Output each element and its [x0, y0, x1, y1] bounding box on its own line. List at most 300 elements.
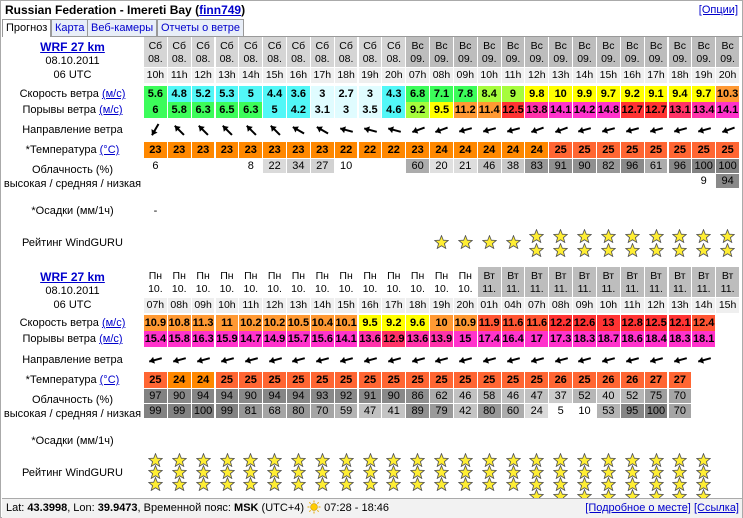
wind-arrow-icon [647, 351, 665, 369]
wind-speed-value: 8.4 [478, 86, 501, 102]
permalink-link[interactable]: [Ссылка] [693, 502, 739, 514]
temperature-value: 24 [478, 142, 501, 158]
gust-value: 6.3 [239, 102, 262, 118]
wind-arrow-cell [525, 119, 548, 141]
forecast-hour: 09h [573, 298, 596, 313]
forecast-day-header [573, 37, 596, 67]
wind-speed-value: 9.7 [692, 86, 715, 102]
wind-arrow-icon [432, 351, 450, 369]
day-name: Вс [506, 40, 520, 52]
cloud-high-value: 61 [645, 159, 668, 173]
cloud-high-value: 82 [597, 159, 620, 173]
cloud-mid-value [478, 174, 501, 188]
cloud-mid-value: 79 [430, 404, 453, 418]
gust-value: 18.3 [573, 333, 596, 345]
gust-value: 18.6 [621, 333, 643, 345]
forecast-hour: 07h [525, 298, 548, 313]
forecast-day-header [359, 267, 382, 297]
temperature-value: 23 [406, 142, 429, 158]
forecast-hour: 12h [525, 68, 548, 83]
direction-label-text: Направление ветра [22, 124, 123, 136]
cloud-high-value: 46 [478, 159, 501, 173]
cloud-high-value: 40 [597, 389, 620, 403]
forecast-hour: 14h [311, 298, 334, 313]
gusts-label-unit-link[interactable]: (м/с) [99, 104, 123, 116]
sun-icon [307, 500, 321, 514]
wind-speed-value: 9.8 [525, 86, 548, 102]
wind-arrow-cell [168, 119, 191, 141]
wind-speed-value: 12.4 [692, 317, 715, 329]
wind-arrow-cell [621, 349, 644, 371]
day-date: 08. [171, 53, 187, 65]
cloud-mid-value [168, 174, 191, 188]
forecast-hour: 12h [645, 298, 668, 313]
wind-speed-value: 9.2 [621, 86, 644, 102]
wind-arrow-icon [170, 351, 188, 369]
wind-arrow-icon [623, 121, 641, 139]
user-link[interactable]: finn749 [199, 3, 242, 17]
cloud-mid-value: 24 [525, 404, 548, 418]
wind-arrow-cell [359, 349, 382, 371]
cloud-mid-value [669, 174, 692, 188]
cloud-high-value: 92 [335, 389, 358, 403]
temperature-label-unit-link[interactable]: (°C) [99, 374, 120, 386]
forecast-hour: 19h [692, 68, 715, 83]
forecast-day-header [454, 37, 477, 67]
day-name: Вт [602, 270, 615, 282]
day-name: Вт [697, 270, 710, 282]
wind-speed-label-text: Скорость ветра [19, 317, 99, 329]
rating-star-icon [458, 235, 473, 249]
temperature-value: 25 [669, 142, 692, 158]
forecast-day-header [168, 37, 191, 67]
temperature-value: 27 [645, 372, 668, 388]
forecast-hour: 13h [549, 68, 572, 83]
temperature-value: 25 [573, 372, 596, 388]
wind-arrow-cell [454, 119, 477, 141]
day-date: 10. [457, 283, 473, 295]
wind-arrow-icon [480, 351, 498, 369]
forecast-day-header [573, 267, 596, 297]
day-name: Вс [411, 40, 424, 52]
gust-value: 14.1 [549, 104, 572, 116]
forecast-day-header [192, 37, 215, 67]
wind-arrow-icon [194, 351, 212, 369]
wind-arrow-cell [311, 349, 334, 371]
temperature-value: 25 [573, 142, 596, 158]
forecast-day-header [478, 37, 501, 67]
gust-value: 12.7 [621, 104, 643, 116]
day-name: Вс [483, 40, 496, 52]
forecast-day-header [239, 267, 262, 297]
rating-star-icon [672, 229, 687, 243]
wind-speed-value: 10.2 [263, 317, 286, 329]
rating-star-icon [601, 229, 616, 243]
gusts-label-text: Порывы ветра [22, 104, 97, 116]
wind-arrow-cell [192, 349, 215, 371]
day-date: 09. [553, 53, 568, 65]
temperature-value: 23 [239, 142, 262, 158]
tz-offset: (UTC+4) [261, 502, 305, 514]
wind-arrow-cell [478, 119, 501, 141]
wind-speed-value: 10.2 [240, 317, 262, 329]
wind-arrow-icon [456, 121, 474, 139]
day-date: 11. [696, 283, 711, 295]
wind-arrow-cell [239, 349, 262, 371]
gust-value: 12.5 [502, 104, 524, 116]
forecast-day-header [144, 267, 167, 297]
temperature-value: 25 [621, 142, 644, 158]
gust-value: 6.5 [216, 102, 239, 118]
wind-speed-value: 12.5 [645, 317, 667, 329]
day-date: 09. [505, 53, 521, 65]
model-name [2, 40, 143, 54]
model-init-date: 08.10.2011 [45, 285, 100, 297]
cloud-mid-value: 100 [192, 404, 215, 418]
wind-speed-value: 4.3 [382, 86, 405, 102]
gust-value: 18.1 [692, 333, 715, 345]
forecast-hour: 11h [239, 298, 262, 313]
temperature-value: 25 [645, 142, 668, 158]
forecast-hour: 01h [478, 298, 501, 313]
model-link[interactable]: WRF 27 km [40, 270, 105, 284]
spot-details-link[interactable]: [Подробное о месте] [585, 502, 691, 514]
forecast-day-header [549, 37, 572, 67]
wind-speed-value: 5.6 [144, 86, 167, 102]
gust-value: 18.3 [669, 333, 691, 345]
temperature-value: 25 [287, 372, 310, 388]
day-name: Сб [220, 40, 234, 52]
day-date: 09. [434, 53, 449, 65]
wind-speed-value: 12.8 [621, 317, 643, 329]
forecast-hour: 10h [597, 298, 620, 313]
temperature-value: 24 [454, 142, 477, 158]
rating-star-icon [696, 229, 711, 243]
day-name: Пн [410, 270, 425, 282]
gust-value: 14.1 [716, 104, 739, 116]
cloud-mid-value: 5 [549, 404, 572, 418]
cloud-mid-value: 94 [716, 174, 739, 188]
forecast-hour: 14h [239, 68, 262, 83]
cloud-mid-value: 70 [669, 404, 692, 418]
temperature-value: 22 [335, 142, 358, 158]
gust-value: 9.5 [430, 102, 453, 118]
forecast-day-header [478, 267, 501, 297]
day-name: Пн [196, 270, 210, 282]
temperature-value: 25 [311, 372, 334, 388]
forecast-hour: 08h [430, 68, 453, 83]
forecast-day-header [669, 37, 692, 67]
gust-value: 15.7 [287, 333, 310, 345]
wind-arrow-icon [242, 121, 260, 139]
rating-star-icon [720, 229, 735, 243]
temperature-value: 25 [525, 372, 548, 388]
forecast-hour: 12h [192, 68, 215, 83]
forecast-day-header [716, 37, 739, 67]
wind-arrow-icon [218, 351, 236, 369]
rating-star-icon [386, 477, 401, 491]
gust-value: 6 [144, 102, 167, 118]
gust-value: 11.4 [478, 104, 500, 116]
day-name: Сб [339, 40, 353, 52]
gust-value: 13.6 [359, 333, 381, 345]
cloud-high-value: 52 [621, 389, 644, 403]
temperature-value: 25 [478, 372, 501, 388]
day-name: Вт [721, 270, 734, 282]
rating-star-icon [220, 477, 235, 491]
gust-value: 14.2 [573, 104, 596, 116]
wind-speed-value: 11.9 [478, 317, 500, 329]
cloud-high-value: 22 [263, 159, 286, 173]
wind-arrow-icon [671, 351, 689, 369]
forecast-day-header [645, 267, 668, 297]
forecast-day-header [335, 37, 358, 67]
wind-speed-value: 9.7 [597, 86, 620, 102]
forecast-day-header [430, 37, 453, 67]
cloud-mid-value [406, 174, 429, 188]
forecast-day-header [645, 37, 668, 67]
gust-value: 13.8 [526, 104, 548, 116]
clouds-label [2, 163, 143, 193]
forecast-day-header [621, 267, 644, 297]
day-date: 10. [386, 283, 402, 295]
rating-star-icon [339, 477, 354, 491]
wind-arrow-icon [146, 121, 164, 139]
rating-star-icon [577, 243, 592, 257]
options-link[interactable]: [Опции] [698, 4, 738, 16]
forecast-day-header [359, 37, 382, 67]
precip-label [2, 433, 143, 449]
wind-arrow-cell [144, 119, 167, 141]
gust-value: 18.7 [597, 333, 620, 345]
rating-star-icon [363, 477, 378, 491]
cloud-high-value [168, 159, 191, 173]
wind-arrow-cell [216, 119, 239, 141]
gusts-label-unit-link[interactable]: (м/с) [99, 333, 123, 345]
wind-speed-label-unit-link[interactable]: (м/с) [101, 317, 126, 329]
temperature-value: 24 [525, 142, 548, 158]
day-date: 10. [171, 283, 187, 295]
wind-speed-value: 13 [597, 315, 620, 331]
forecast-day-header [263, 267, 286, 297]
forecast-day-header [216, 37, 239, 67]
wind-arrow-cell [406, 349, 429, 371]
wind-arrow-icon [599, 121, 617, 139]
wind-speed-label [2, 86, 143, 102]
temperature-value: 25 [597, 142, 620, 158]
cloud-high-value: 70 [669, 389, 692, 403]
day-name: Пн [267, 270, 282, 282]
day-name: Сб [291, 40, 306, 52]
forecast-day-header [335, 267, 358, 297]
forecast-hour: 09h [454, 68, 477, 83]
cloud-high-value: 94 [263, 389, 286, 403]
forecast-hour: 20h [716, 68, 739, 83]
forecast-hour: 12h [263, 298, 286, 313]
day-date: 10. [362, 283, 378, 295]
wind-speed-value: 10 [430, 315, 453, 331]
day-date: 10. [338, 283, 354, 295]
forecast-hour: 11h [168, 68, 191, 83]
temperature-label-unit-link[interactable]: (°C) [99, 144, 120, 156]
forecast-day-header [216, 267, 239, 297]
cloud-mid-value: 100 [645, 404, 668, 418]
forecast-hour: 15h [716, 298, 739, 313]
cloud-high-value: 91 [359, 389, 382, 403]
gust-value: 3.5 [359, 102, 382, 118]
gust-value: 13.4 [692, 104, 715, 116]
day-date: 08. [314, 53, 330, 65]
forecast-hour: 13h [216, 68, 239, 83]
wind-arrow-icon [409, 351, 427, 369]
precip-label-text: *Осадки (мм/1ч) [31, 205, 114, 217]
rating-star-icon [434, 477, 449, 491]
cloud-high-value [192, 159, 215, 173]
wind-speed-value: 9.2 [382, 315, 405, 331]
day-date: 08. [267, 53, 282, 65]
precip-label [2, 203, 143, 219]
wind-arrow-icon [242, 351, 260, 369]
forecast-hour: 10h [216, 298, 239, 313]
tab-forecast[interactable]: Прогноз [2, 19, 51, 37]
cloud-high-value: 90 [573, 159, 596, 173]
wind-speed-label-unit-link[interactable]: (м/с) [101, 88, 126, 100]
cloud-high-value: 91 [549, 159, 572, 173]
day-date: 09. [648, 53, 664, 65]
temperature-value: 24 [192, 372, 215, 388]
forecast-hour: 11h [502, 68, 525, 83]
wind-speed-value: 10.3 [716, 88, 739, 100]
day-name: Вс [697, 40, 710, 52]
day-date: 10. [148, 283, 163, 295]
wind-speed-value: 5.3 [216, 86, 239, 102]
forecast-day-header [287, 37, 310, 67]
day-date: 10. [195, 283, 211, 295]
wind-arrow-cell [168, 349, 191, 371]
day-date: 08. [338, 53, 354, 65]
gust-value: 3.1 [311, 102, 334, 118]
wind-speed-value: 7.8 [454, 86, 477, 102]
wind-arrow-icon [313, 351, 331, 369]
wind-arrow-icon [456, 351, 474, 369]
day-name: Вт [507, 270, 519, 282]
gust-value: 12.9 [383, 333, 405, 345]
tab-wind-reports[interactable]: Отчеты о ветре [157, 19, 244, 36]
cloud-high-value: 100 [716, 159, 739, 173]
temperature-value: 25 [382, 372, 405, 388]
wind-arrow-cell [692, 119, 715, 141]
wind-arrow-cell [669, 349, 692, 371]
model-init-utc: 06 UTC [53, 299, 92, 311]
rating-star-icon [458, 477, 473, 491]
forecast-day-header [192, 267, 215, 297]
wind-arrow-icon [575, 121, 593, 139]
wind-arrow-cell [716, 119, 739, 141]
gusts-label [2, 102, 143, 118]
forecast-hour: 15h [263, 68, 286, 83]
cloud-high-value: 83 [525, 159, 548, 173]
wind-arrow-cell [692, 349, 715, 371]
forecast-hour: 08h [549, 298, 572, 313]
cloud-mid-value: 41 [382, 404, 405, 418]
wind-arrow-icon [266, 121, 284, 139]
day-name: Вс [721, 40, 734, 52]
day-name: Вс [530, 40, 543, 52]
temperature-value: 25 [335, 372, 358, 388]
tab-map[interactable]: Карта [51, 19, 88, 36]
gust-value: 16.4 [502, 333, 524, 345]
cloud-mid-value [216, 174, 239, 188]
rating-star-icon [601, 243, 616, 257]
cloud-mid-value: 81 [239, 404, 262, 418]
temperature-value: 25 [144, 372, 167, 388]
cloud-high-value: 90 [239, 389, 262, 403]
wind-arrow-icon [170, 121, 188, 139]
rating-star-icon [506, 477, 521, 491]
forecast-hour: 10h [144, 68, 167, 83]
cloud-mid-value [502, 174, 525, 188]
tab-webcams[interactable]: Веб-камеры [87, 19, 157, 36]
forecast-day-header [454, 267, 477, 297]
day-date: 08. [195, 53, 211, 65]
forecast-day-header [287, 267, 310, 297]
wind-speed-value: 5.2 [192, 86, 215, 102]
rating-star-icon [625, 229, 640, 243]
wind-arrow-icon [719, 121, 737, 139]
gust-value: 12.7 [645, 104, 667, 116]
forecast-day-header [692, 37, 715, 67]
day-date: 11. [482, 283, 497, 295]
cloud-mid-value: 99 [216, 404, 239, 418]
forecast-day-header [716, 267, 739, 297]
wind-arrow-icon [289, 351, 307, 369]
wind-speed-value: 11.6 [526, 317, 548, 329]
day-name: Сб [386, 40, 401, 52]
wind-arrow-cell [645, 119, 668, 141]
forecast-day-header [311, 267, 334, 297]
cloud-mid-value: 70 [311, 404, 334, 418]
cloud-mid-value: 99 [144, 404, 167, 418]
cloud-mid-value: 53 [597, 404, 620, 418]
rating-star-icon [529, 243, 544, 257]
forecast-hour: 10h [478, 68, 501, 83]
cloud-mid-value [192, 174, 215, 188]
cloud-mid-value [645, 174, 668, 188]
wind-arrow-icon [218, 121, 236, 139]
model-link[interactable]: WRF 27 km [40, 40, 105, 54]
day-name: Сб [172, 40, 186, 52]
cloud-mid-value [549, 174, 572, 188]
cloud-high-value: 37 [549, 389, 572, 403]
rating-star-icon [553, 229, 568, 243]
cloud-mid-value [359, 174, 382, 188]
day-date: 09. [457, 53, 473, 65]
gust-value: 16.3 [192, 333, 214, 345]
forecast-hour: 13h [669, 298, 692, 313]
wind-speed-value: 3.6 [287, 86, 310, 102]
wind-arrow-icon [194, 121, 212, 139]
wind-arrow-icon [504, 121, 522, 139]
day-date: 09. [529, 53, 545, 65]
gust-value: 11.2 [454, 104, 476, 116]
page-title: Russian Federation - Imereti Bay (finn749) [5, 3, 246, 17]
wind-speed-value: 12.2 [549, 317, 572, 329]
wind-arrow-icon [528, 351, 546, 369]
wind-speed-value: 10 [549, 86, 572, 102]
direction-label-text: Направление ветра [22, 354, 123, 366]
rating-label-text: Рейтинг WindGURU [22, 467, 123, 479]
day-name: Пн [339, 270, 353, 282]
